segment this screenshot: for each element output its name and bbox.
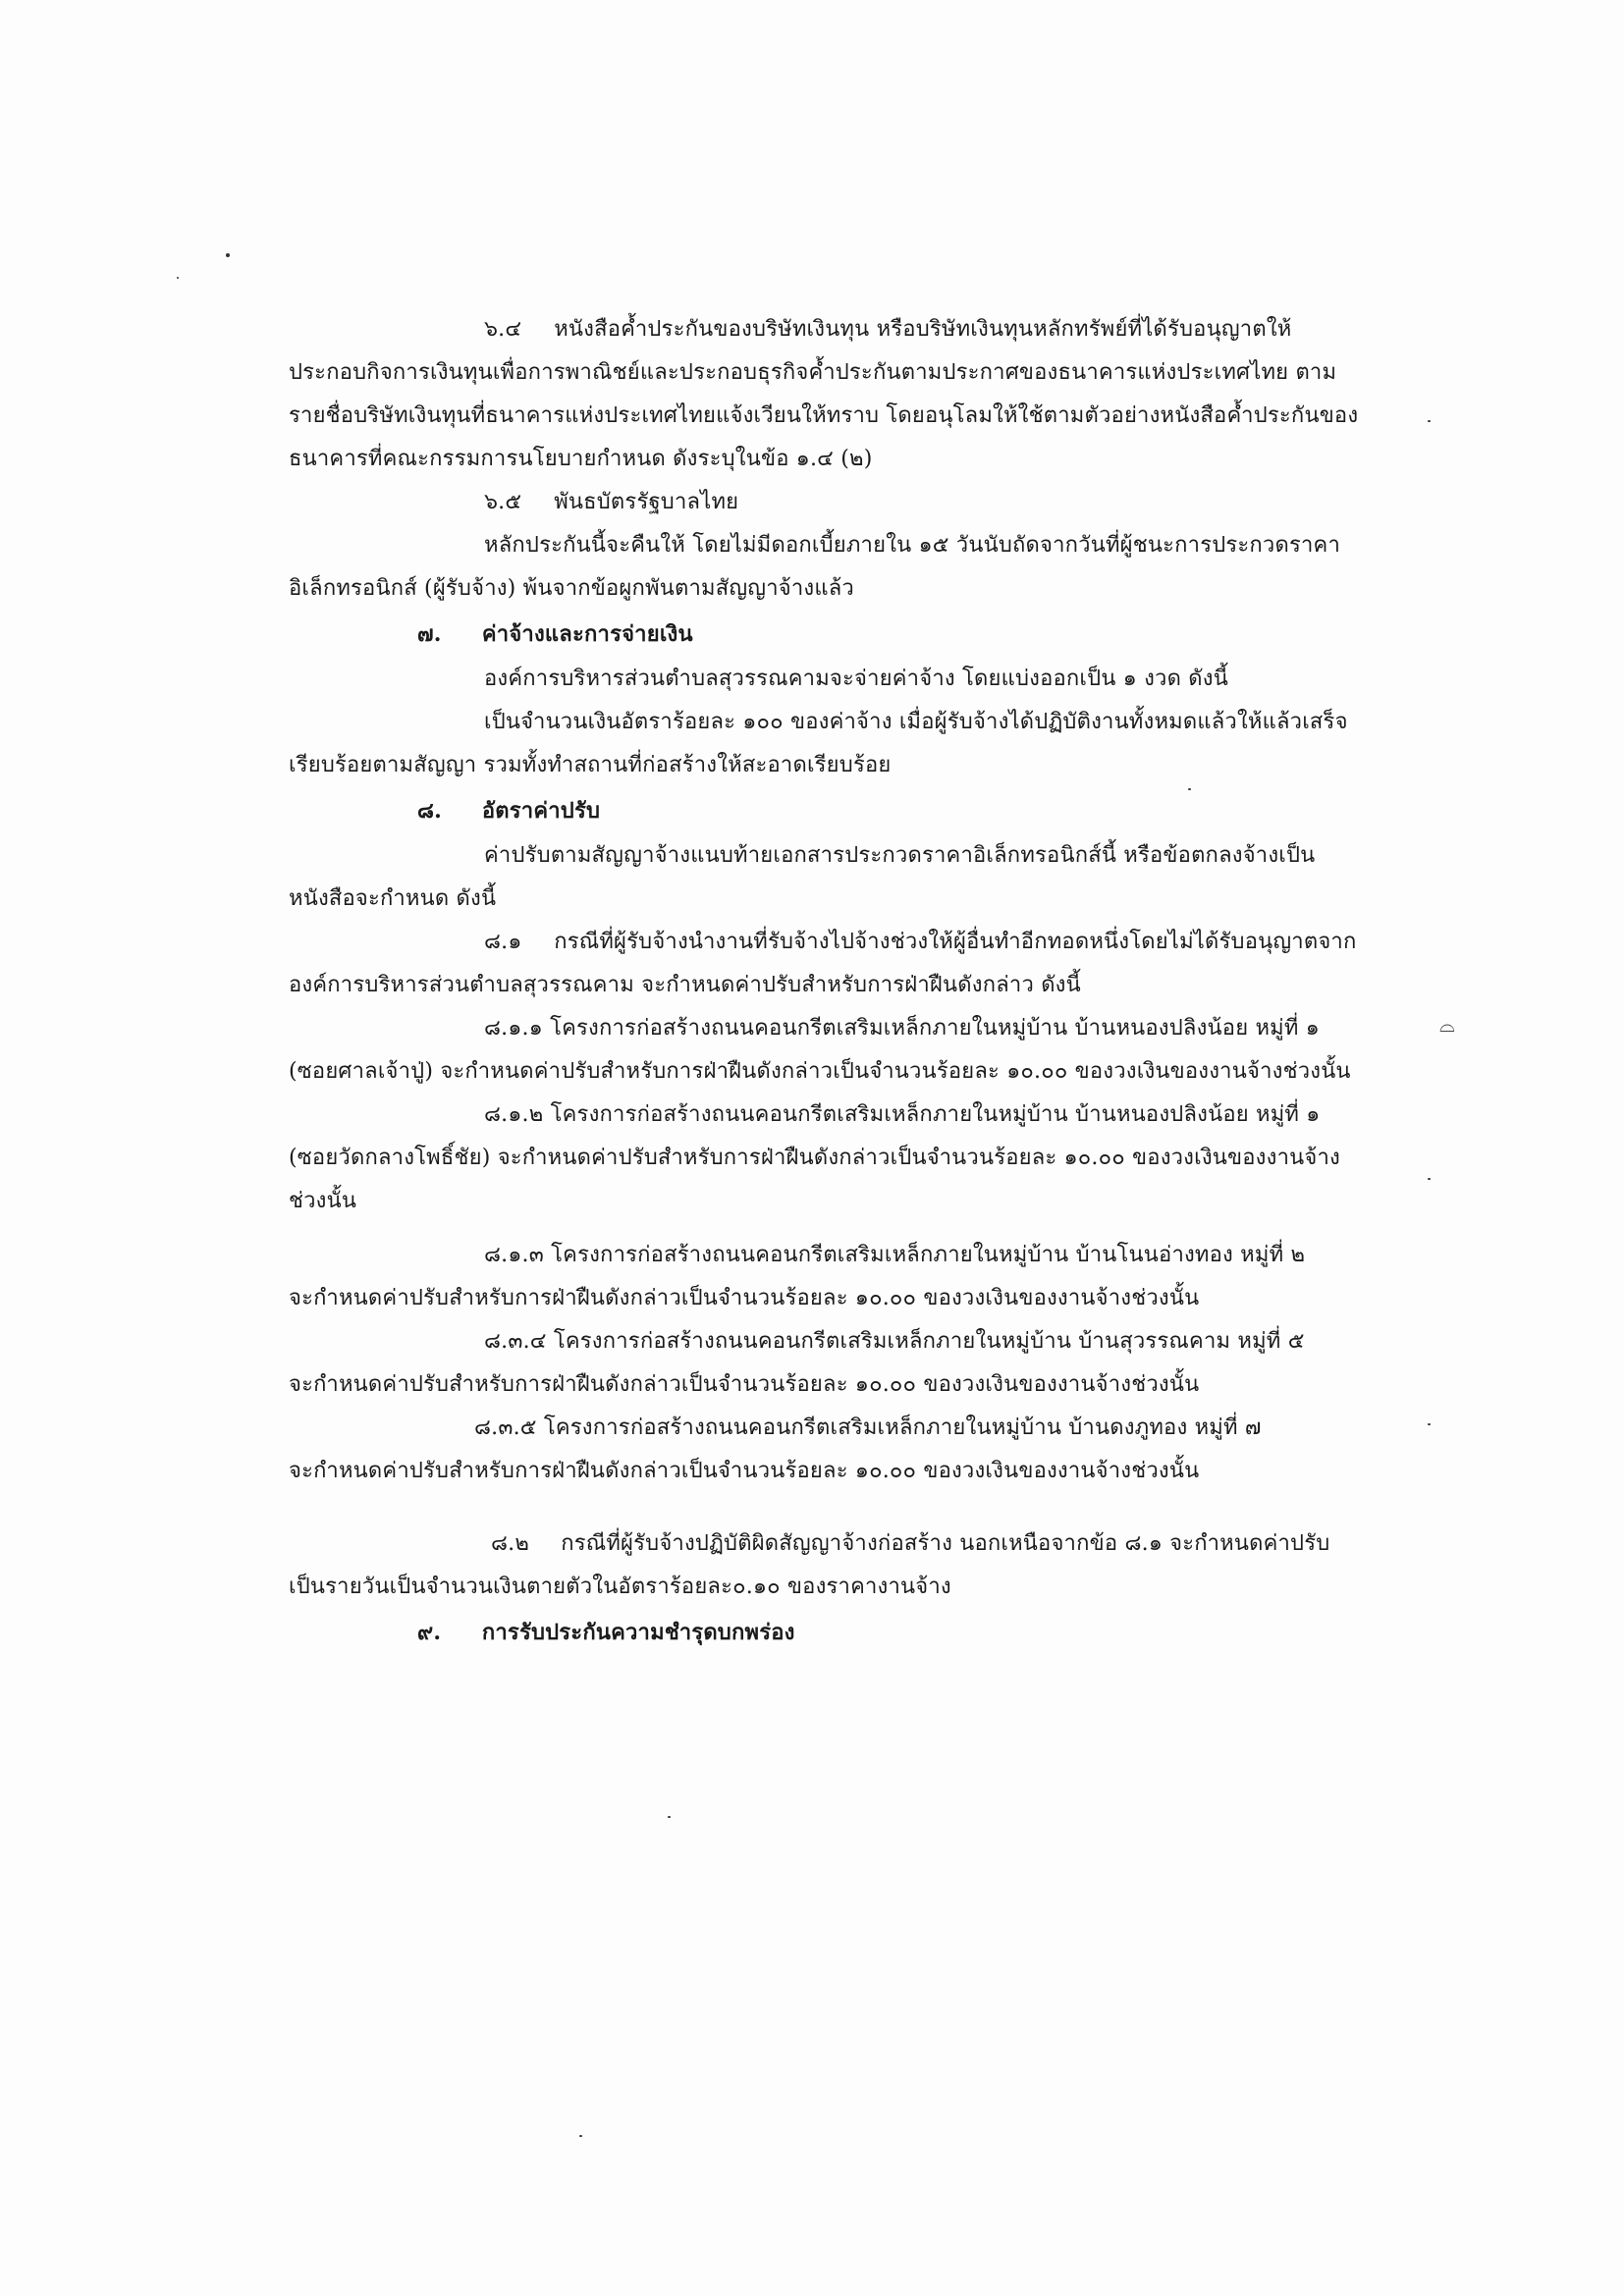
clause-6-4-line-3: รายชื่อบริษัทเงินทุนที่ธนาคารแห่งประเทศไทยแจ้งเวียนให้ทราบ โดยอนุโลมให้ใช้ตามตัวอย่างหนังสือค้ำประกันของ bbox=[289, 403, 1359, 428]
section-7-heading bbox=[417, 619, 693, 649]
section-7-line-2: เป็นจำนวนเงินอัตราร้อยละ ๑๐๐ ของค่าจ้าง เมื่อผู้รับจ้างได้ปฏิบัติงานทั้งหมดแล้วให้แล้วเสร็จ bbox=[484, 710, 1348, 734]
section-8-heading bbox=[417, 796, 600, 826]
clause-8-1-3-line-2: จะกำหนดค่าปรับสำหรับการฝ่าฝืนดังกล่าวเป็นจำนวนร้อยละ ๑๐.๐๐ ของวงเงินของงานจ้างช่วงนั้น bbox=[289, 1286, 1200, 1310]
scan-speck bbox=[1428, 420, 1431, 422]
section-number: ๙. bbox=[417, 1620, 442, 1645]
section-title: การรับประกันความชำรุดบกพร่อง bbox=[481, 1620, 795, 1645]
clause-8-1-line-2: องค์การบริหารส่วนตำบลสุวรรณคาม จะกำหนดค่าปรับสำหรับการฝ่าฝืนดังกล่าว ดังนี้ bbox=[289, 973, 1081, 997]
clause-text: พันธบัตรรัฐบาลไทย bbox=[554, 490, 739, 514]
clause-text: หนังสือค้ำประกันของบริษัทเงินทุน หรือบริษัทเงินทุนหลักทรัพย์ที่ได้รับอนุญาตให้ bbox=[554, 317, 1292, 342]
section-title: อัตราค่าปรับ bbox=[481, 798, 601, 824]
clause-8-1-1-line-1: ๘.๑.๑ โครงการก่อสร้างถนนคอนกรีตเสริมเหล็กภายในหมู่บ้าน บ้านหนองปลิงน้อย หมู่ที่ ๑ bbox=[484, 1016, 1320, 1041]
section-number: ๘. bbox=[417, 798, 443, 824]
clause-6-4-line-4: ธนาคารที่คณะกรรมการนโยบายกำหนด ดังระบุในข้อ ๑.๔ (๒) bbox=[289, 447, 873, 471]
clause-8-1-1-line-2: (ซอยศาลเจ้าปู่) จะกำหนดค่าปรับสำหรับการฝ่าฝืนดังกล่าวเป็นจำนวนร้อยละ ๑๐.๐๐ ของวงเงินของงานจ้างช่วงนั้น bbox=[289, 1059, 1351, 1084]
clause-8-1-2-line-3: ช่วงนั้น bbox=[289, 1189, 357, 1213]
clause-8-3-5-line-1: ๘.๓.๕ โครงการก่อสร้างถนนคอนกรีตเสริมเหล็กภายในหมู่บ้าน บ้านดงภูทอง หมู่ที่ ๗ bbox=[474, 1415, 1262, 1440]
clause-8-2-line-1 bbox=[491, 1529, 1329, 1559]
clause-8-1-3-line-1: ๘.๑.๓ โครงการก่อสร้างถนนคอนกรีตเสริมเหล็กภายในหมู่บ้าน บ้านโนนอ่างทอง หมู่ที่ ๒ bbox=[484, 1243, 1306, 1267]
clause-number: ๖.๔ bbox=[484, 317, 522, 342]
scan-speck bbox=[579, 2135, 582, 2137]
clause-8-1-line-1 bbox=[484, 928, 1357, 957]
scan-speck bbox=[1428, 1178, 1431, 1180]
section-9-heading bbox=[417, 1618, 795, 1647]
scan-speck bbox=[177, 277, 179, 279]
scan-mark-icon: ⌓ bbox=[1439, 1013, 1455, 1037]
section-title: ค่าจ้างและการจ่ายเงิน bbox=[481, 621, 693, 647]
clause-8-3-5-line-2: จะกำหนดค่าปรับสำหรับการฝ่าฝืนดังกล่าวเป็นจำนวนร้อยละ ๑๐.๐๐ ของวงเงินของงานจ้างช่วงนั้น bbox=[289, 1459, 1200, 1483]
section-number: ๗. bbox=[417, 621, 442, 647]
clause-text: กรณีที่ผู้รับจ้างนำงานที่รับจ้างไปจ้างช่วงให้ผู้อื่นทำอีกทอดหนึ่งโดยไม่ได้รับอนุญาตจาก bbox=[554, 930, 1357, 954]
clause-8-3-4-line-2: จะกำหนดค่าปรับสำหรับการฝ่าฝืนดังกล่าวเป็นจำนวนร้อยละ ๑๐.๐๐ ของวงเงินของงานจ้างช่วงนั้น bbox=[289, 1372, 1200, 1397]
scan-speck bbox=[226, 253, 230, 257]
clause-number: ๖.๕ bbox=[484, 490, 522, 514]
scan-speck bbox=[668, 1816, 671, 1818]
clause-6-4-line-2: ประกอบกิจการเงินทุนเพื่อการพาณิชย์และประกอบธุรกิจค้ำประกันตามประกาศของธนาคารแห่งประเทศไทย ตาม bbox=[289, 360, 1337, 385]
return-note-line-2: อิเล็กทรอนิกส์ (ผู้รับจ้าง) พ้นจากข้อผูกพันตามสัญญาจ้างแล้ว bbox=[289, 576, 854, 601]
clause-8-1-2-line-1: ๘.๑.๒ โครงการก่อสร้างถนนคอนกรีตเสริมเหล็กภายในหมู่บ้าน บ้านหนองปลิงน้อย หมู่ที่ ๑ bbox=[484, 1102, 1321, 1127]
scan-speck bbox=[1188, 788, 1191, 790]
return-note-line-1: หลักประกันนี้จะคืนให้ โดยไม่มีดอกเบี้ยภายใน ๑๕ วันนับถัดจากวันที่ผู้ชนะการประกวดราคา bbox=[484, 533, 1341, 558]
clause-number: ๘.๑ bbox=[484, 930, 522, 954]
section-8-line-2: หนังสือจะกำหนด ดังนี้ bbox=[289, 886, 497, 911]
clause-8-2-line-2: เป็นรายวันเป็นจำนวนเงินตายตัวในอัตราร้อยละ๐.๑๐ ของราคางานจ้าง bbox=[289, 1575, 951, 1599]
section-8-line-1: ค่าปรับตามสัญญาจ้างแนบท้ายเอกสารประกวดราคาอิเล็กทรอนิกส์นี้ หรือข้อตกลงจ้างเป็น bbox=[484, 843, 1316, 868]
clause-number: ๘.๒ bbox=[491, 1531, 530, 1556]
clause-6-4-line-1 bbox=[484, 315, 1291, 345]
clause-8-3-4-line-1: ๘.๓.๔ โครงการก่อสร้างถนนคอนกรีตเสริมเหล็กภายในหมู่บ้าน บ้านสุวรรณคาม หมู่ที่ ๕ bbox=[484, 1329, 1305, 1354]
section-7-line-3: เรียบร้อยตามสัญญา รวมทั้งทำสถานที่ก่อสร้างให้สะอาดเรียบร้อย bbox=[289, 753, 892, 777]
section-7-line-1: องค์การบริหารส่วนตำบลสุวรรณคามจะจ่ายค่าจ้าง โดยแบ่งออกเป็น ๑ งวด ดังนี้ bbox=[484, 667, 1228, 691]
scan-speck bbox=[1428, 1423, 1431, 1425]
clause-text: กรณีที่ผู้รับจ้างปฏิบัติผิดสัญญาจ้างก่อสร้าง นอกเหนือจากข้อ ๘.๑ จะกำหนดค่าปรับ bbox=[561, 1531, 1330, 1556]
clause-6-5 bbox=[484, 488, 738, 517]
clause-8-1-2-line-2: (ซอยวัดกลางโพธิ์ชัย) จะกำหนดค่าปรับสำหรับการฝ่าฝืนดังกล่าวเป็นจำนวนร้อยละ ๑๐.๐๐ ของวงเงินของงานจ้าง bbox=[289, 1146, 1340, 1170]
